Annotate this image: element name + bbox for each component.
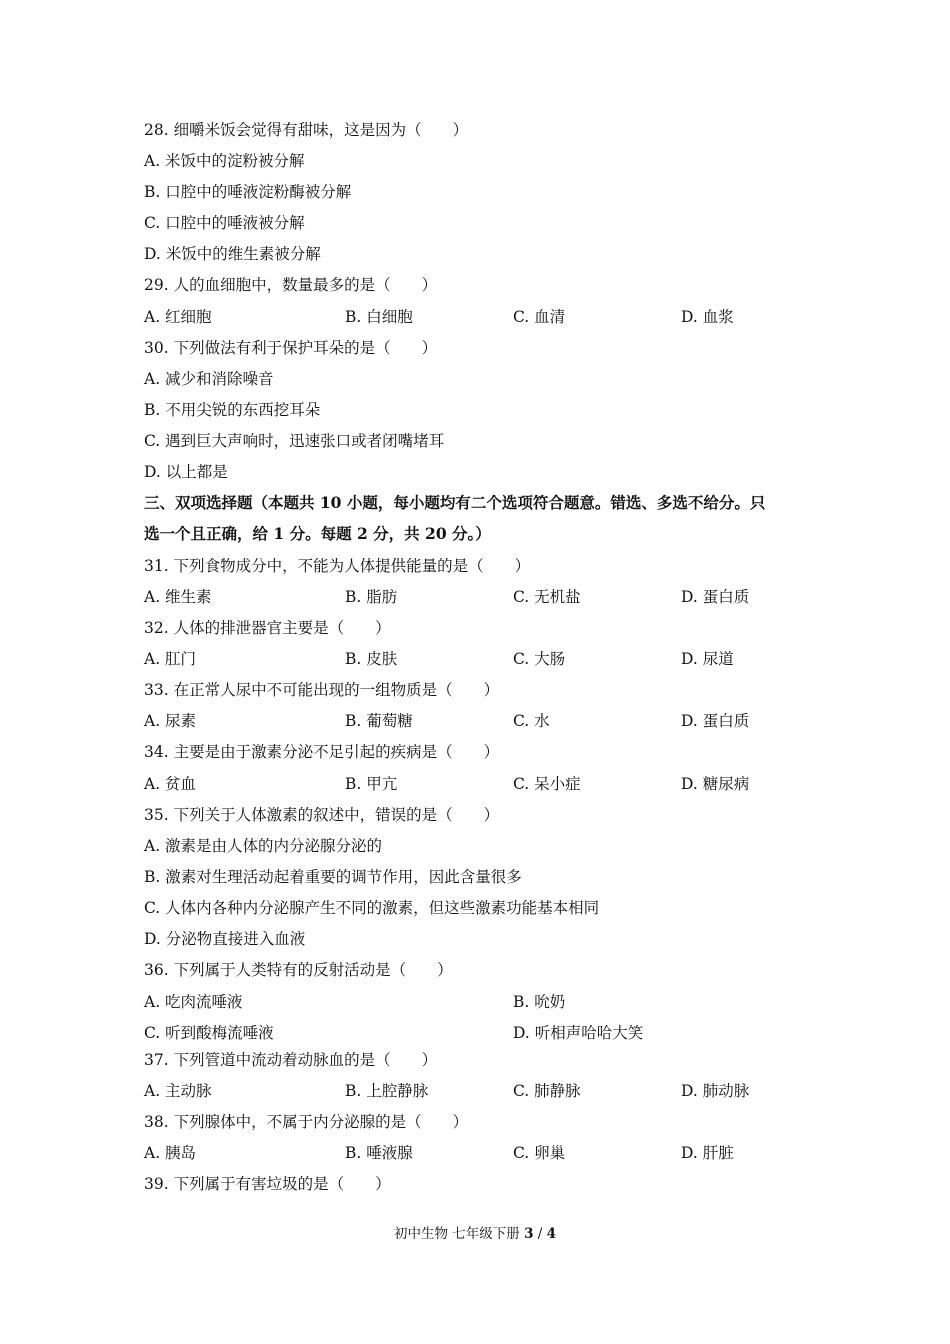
q34-option-c: C. 呆小症 bbox=[513, 775, 581, 793]
q29-option-a: A. 红细胞 bbox=[144, 308, 212, 326]
q33-option-c: C. 水 bbox=[513, 712, 550, 730]
q28-option-a: A. 米饭中的淀粉被分解 bbox=[144, 152, 305, 170]
q31-option-d: D. 蛋白质 bbox=[681, 588, 750, 606]
question-38-stem: 38. 下列腺体中，不属于内分泌腺的是（ ） bbox=[144, 1113, 469, 1131]
q33-option-d: D. 蛋白质 bbox=[681, 712, 750, 730]
q35-option-b: B. 激素对生理活动起着重要的调节作用，因此含量很多 bbox=[144, 868, 522, 886]
q36-option-a: A. 吃肉流唾液 bbox=[144, 993, 243, 1011]
q31-option-a: A. 维生素 bbox=[144, 588, 212, 606]
q35-option-a: A. 激素是由人体的内分泌腺分泌的 bbox=[144, 837, 383, 855]
footer-separator: / bbox=[537, 1226, 543, 1242]
q32-option-a: A. 肛门 bbox=[144, 650, 197, 668]
question-32-stem: 32. 人体的排泄器官主要是（ ） bbox=[144, 619, 391, 637]
q32-option-c: C. 大肠 bbox=[513, 650, 566, 668]
q37-option-d: D. 肺动脉 bbox=[681, 1082, 750, 1100]
question-33-stem: 33. 在正常人尿中不可能出现的一组物质是（ ） bbox=[144, 681, 500, 699]
question-36-stem: 36. 下列属于人类特有的反射活动是（ ） bbox=[144, 961, 453, 979]
question-31-stem: 31. 下列食物成分中，不能为人体提供能量的是（ ） bbox=[144, 557, 531, 575]
question-34-stem: 34. 主要是由于激素分泌不足引起的疾病是（ ） bbox=[144, 743, 500, 761]
footer-page-total: 4 bbox=[546, 1226, 557, 1242]
q35-option-d: D. 分泌物直接进入血液 bbox=[144, 930, 306, 948]
q38-option-a: A. 胰岛 bbox=[144, 1144, 197, 1162]
q30-option-b: B. 不用尖锐的东西挖耳朵 bbox=[144, 401, 321, 419]
q37-option-a: A. 主动脉 bbox=[144, 1082, 212, 1100]
section-3-heading-line2: 选一个且正确，给 1 分。每题 2 分，共 20 分。） bbox=[144, 524, 491, 543]
q37-option-b: B. 上腔静脉 bbox=[345, 1082, 429, 1100]
question-30-stem: 30. 下列做法有利于保护耳朵的是（ ） bbox=[144, 339, 438, 357]
page-footer bbox=[0, 1224, 950, 1244]
q28-option-b: B. 口腔中的唾液淀粉酶被分解 bbox=[144, 183, 352, 201]
question-39-stem: 39. 下列属于有害垃圾的是（ ） bbox=[144, 1175, 391, 1193]
question-28-stem: 28. 细嚼米饭会觉得有甜味，这是因为（ ） bbox=[144, 121, 469, 139]
q31-option-b: B. 脂肪 bbox=[345, 588, 398, 606]
q33-option-a: A. 尿素 bbox=[144, 712, 197, 730]
q31-option-c: C. 无机盐 bbox=[513, 588, 581, 606]
question-35-stem: 35. 下列关于人体激素的叙述中，错误的是（ ） bbox=[144, 806, 500, 824]
q30-option-d: D. 以上都是 bbox=[144, 463, 228, 481]
q34-option-b: B. 甲亢 bbox=[345, 775, 398, 793]
q29-option-c: C. 血清 bbox=[513, 308, 566, 326]
q36-option-c: C. 听到酸梅流唾液 bbox=[144, 1024, 274, 1042]
q35-option-c: C. 人体内各种内分泌腺产生不同的激素，但这些激素功能基本相同 bbox=[144, 899, 600, 917]
q37-option-c: C. 肺静脉 bbox=[513, 1082, 581, 1100]
q28-option-d: D. 米饭中的维生素被分解 bbox=[144, 245, 321, 263]
q28-option-c: C. 口腔中的唾液被分解 bbox=[144, 214, 305, 232]
q38-option-c: C. 卵巢 bbox=[513, 1144, 566, 1162]
footer-subject: 初中生物 七年级下册 bbox=[393, 1226, 520, 1242]
section-3-heading-line1: 三、双项选择题（本题共 10 小题，每小题均有二个选项符合题意。错选、多选不给分。只 bbox=[144, 493, 766, 512]
q34-option-a: A. 贫血 bbox=[144, 775, 197, 793]
footer-page-number: 3 bbox=[524, 1226, 534, 1242]
q32-option-d: D. 尿道 bbox=[681, 650, 734, 668]
question-29-stem: 29. 人的血细胞中，数量最多的是（ ） bbox=[144, 276, 438, 294]
q30-option-a: A. 减少和消除噪音 bbox=[144, 370, 274, 388]
q38-option-d: D. 肝脏 bbox=[681, 1144, 734, 1162]
q33-option-b: B. 葡萄糖 bbox=[345, 712, 413, 730]
q29-option-b: B. 白细胞 bbox=[345, 308, 413, 326]
q36-option-d: D. 听相声哈哈大笑 bbox=[513, 1024, 644, 1042]
q29-option-d: D. 血浆 bbox=[681, 308, 734, 326]
q32-option-b: B. 皮肤 bbox=[345, 650, 398, 668]
question-37-stem: 37. 下列管道中流动着动脉血的是（ ） bbox=[144, 1051, 438, 1069]
q30-option-c: C. 遇到巨大声响时，迅速张口或者闭嘴堵耳 bbox=[144, 432, 445, 450]
q38-option-b: B. 唾液腺 bbox=[345, 1144, 413, 1162]
q36-option-b: B. 吮奶 bbox=[513, 993, 566, 1011]
q34-option-d: D. 糖尿病 bbox=[681, 775, 750, 793]
